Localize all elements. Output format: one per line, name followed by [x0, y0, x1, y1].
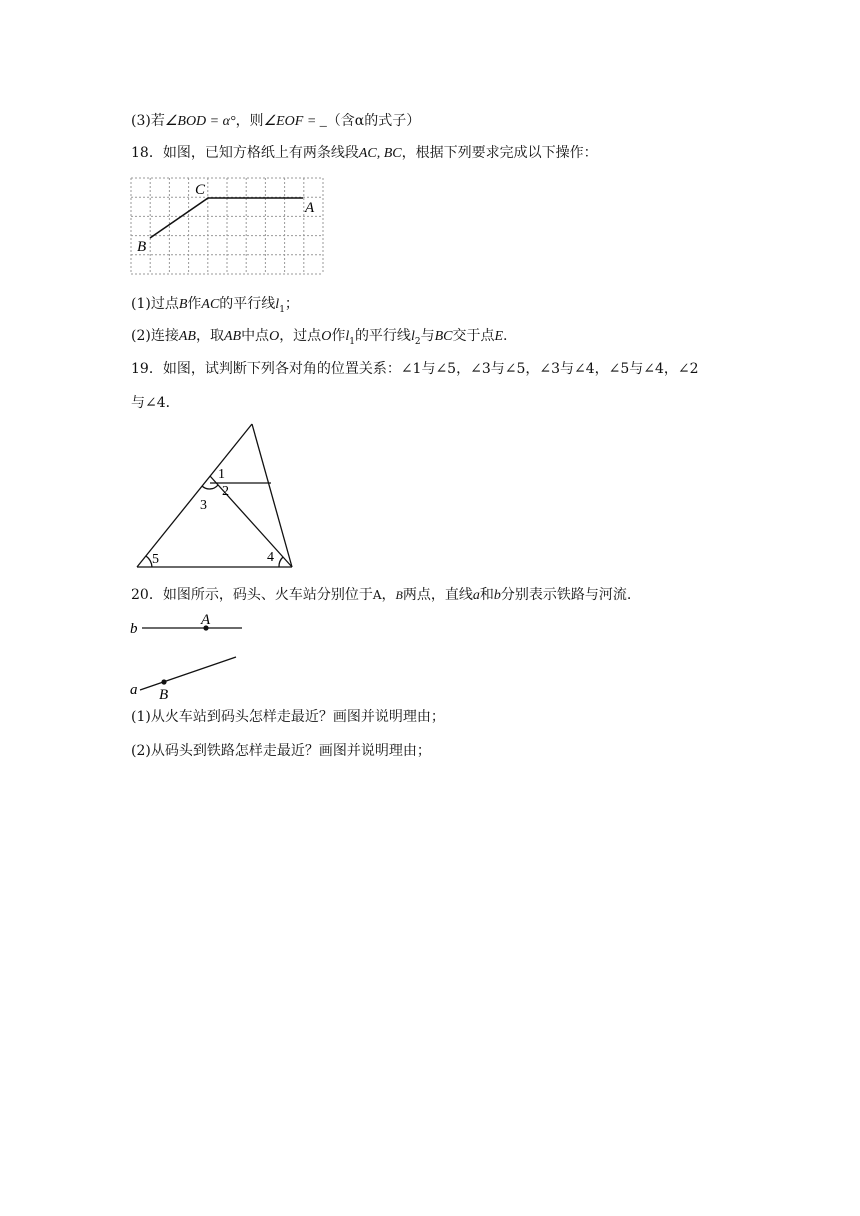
q17-part3-target: ∠EOF = _ — [263, 114, 327, 129]
grid-lines — [131, 178, 323, 274]
angle-arc-3 — [202, 485, 218, 489]
q19-stem-line2: 与∠4． — [131, 395, 180, 411]
q18-part1-mid1: 作 — [187, 296, 202, 312]
q18-part2-l2-sub: 2 — [414, 336, 421, 347]
label-b: B — [137, 239, 147, 255]
q18-part2-text-b: ，取 — [195, 328, 224, 344]
q20-stem-suffix: 分别表示铁路与河流. — [500, 587, 632, 603]
q17-part3 — [131, 111, 420, 132]
railway-line-a — [140, 657, 236, 690]
q18-part1-end: ； — [284, 296, 299, 312]
q18-part2-o2: O — [321, 329, 332, 344]
q18-part2-text-d: ，过点 — [279, 328, 322, 344]
q18-stem — [131, 143, 598, 164]
q17-part3-prefix: (3)若 — [131, 113, 165, 129]
q17-part3-middle: ，则 — [235, 113, 264, 129]
q19-stem-line1: 19．如图，试判断下列各对角的位置关系：∠1与∠5，∠3与∠5，∠3与∠4，∠5与∠4，∠2 — [131, 361, 699, 377]
q18-part1-point: B — [178, 297, 188, 312]
label-point-b: B — [159, 687, 169, 703]
q20-stem — [131, 585, 631, 606]
label-c: C — [195, 182, 206, 198]
q18-segments: AC, BC — [358, 146, 402, 161]
q17-part3-condition: ∠BOD = α° — [164, 114, 236, 129]
angle-label-4: 4 — [267, 550, 274, 565]
label-line-b: b — [130, 621, 138, 637]
q18-stem-suffix: ，根据下列要求完成以下操作： — [401, 145, 598, 161]
q18-part2-text-a: (2)连接 — [131, 328, 179, 344]
q20-sep: ， — [381, 587, 396, 603]
q18-part2-end: . — [503, 328, 508, 344]
q18-stem-prefix: 18．如图，已知方格纸上有两条线段 — [131, 145, 359, 161]
q20-line-a: a — [472, 588, 480, 603]
q18-part2-text-f: 的平行线 — [354, 328, 411, 344]
angle-label-3: 3 — [200, 498, 207, 513]
q18-part2-e-point: E — [494, 329, 504, 344]
q18-part1-mid2: 的平行线 — [219, 296, 276, 312]
angle-label-2: 2 — [222, 484, 229, 499]
segment-bc — [150, 198, 208, 238]
side-left — [137, 424, 252, 567]
q20-stem-prefix: 20．如图所示，码头、火车站分别位于 — [131, 587, 373, 603]
angle-label-5: 5 — [152, 552, 159, 567]
q20-point-b: B — [395, 588, 403, 602]
q18-part1 — [131, 294, 299, 320]
q20-part2: (2)从码头到铁路怎样走最近？画图并说明理由； — [131, 743, 431, 759]
q18-part2-l2: l — [410, 329, 415, 344]
q18-part2-l1: l — [345, 329, 350, 344]
q20-stem-mid: 两点，直线 — [402, 587, 473, 603]
q18-part1-l1-sub: 1 — [279, 304, 285, 315]
q18-part1-line: AC — [201, 297, 220, 312]
q18-grid-figure — [131, 178, 323, 278]
q18-part1-l1: l — [275, 297, 280, 312]
q18-part2-o1: O — [269, 329, 280, 344]
q18-part2-text-e: 作 — [331, 328, 346, 344]
label-point-a: A — [201, 612, 211, 628]
q18-part2-l1-sub: 1 — [349, 336, 355, 347]
q20-figure — [128, 610, 248, 705]
q18-part2-ab1: AB — [178, 329, 196, 344]
q19-triangle-figure — [130, 420, 300, 572]
q20-line-b: b — [493, 588, 501, 603]
angle-arc-4 — [279, 557, 283, 567]
q18-part2 — [131, 326, 507, 352]
q20-and: 和 — [479, 587, 494, 603]
q18-part1-prefix: (1)过点 — [131, 296, 179, 312]
q20-part1: (1)从火车站到码头怎样走最近？画图并说明理由； — [131, 709, 445, 725]
q20-point-a: A — [372, 588, 382, 602]
q18-part2-bc: BC — [434, 329, 453, 344]
point-b-dot — [161, 679, 166, 684]
q18-part2-text-h: 交于点 — [452, 328, 495, 344]
label-line-a: a — [130, 682, 138, 698]
label-a: A — [305, 200, 315, 216]
q18-part2-text-c: 中点 — [241, 328, 270, 344]
q17-part3-suffix: （含α的式子） — [326, 113, 421, 129]
angle-label-1: 1 — [218, 467, 225, 482]
q18-part2-text-g: 与 — [420, 328, 435, 344]
q18-part2-ab2: AB — [223, 329, 242, 344]
